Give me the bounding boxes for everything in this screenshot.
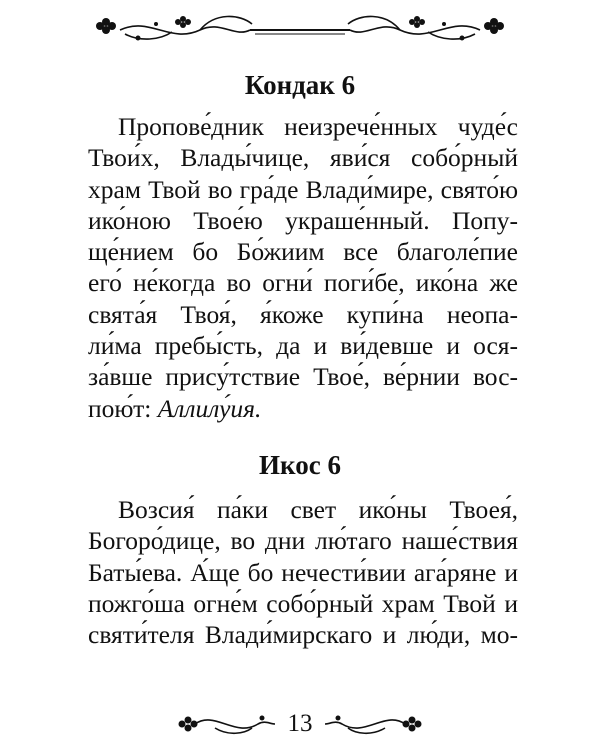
kondak-text [88,111,518,424]
text-line: свята́я Твоя́, я́коже купи́на неопа- [88,299,518,329]
text-segment: пою́т: [88,393,158,423]
text-line: пожго́ша огне́м собо́рный храм Твой и [88,588,518,618]
text-line: Баты́ева. А́ще бо нечести́вии ага́ряне и [88,557,518,587]
text-line: святи́теля Влади́мирскаго и лю́ди, мо- [88,620,518,650]
text-line: Богоро́дице, во дни лю́таго наше́ствия [88,526,518,556]
text-line: его́ не́когда во огни́ поги́бе, ико́на же [88,268,518,298]
ikos-text [88,494,518,650]
text-line: ще́нием бо Бо́жиим все благоле́пие [88,237,518,267]
top-ornament [0,8,600,48]
text-line: за́вше прису́тствие Твое́, ве́рнии вос- [88,362,518,392]
text-line: ико́ною Твое́ю украше́нный. Попу- [88,205,518,235]
text-line: храм Твой во гра́де Влади́мире, свято́ю [88,174,518,204]
page-number: 13 [287,710,313,737]
text-line: Пропове́дник неизрече́нных чуде́с [118,112,518,141]
alleluia-refrain: Аллилу́ия. [157,393,262,423]
text-line: ли́ма пребы́сть, да и ви́девше и ося- [88,331,518,361]
kondak-title: Кондак 6 [244,70,356,100]
ikos-title: Икос 6 [259,450,341,480]
text-line-final [88,393,518,424]
text-line: Твои́х, Влады́чице, яви́ся собо́рный [88,143,518,173]
text-line: Возсия́ па́ки свет ико́ны Твоея́, [118,495,518,524]
